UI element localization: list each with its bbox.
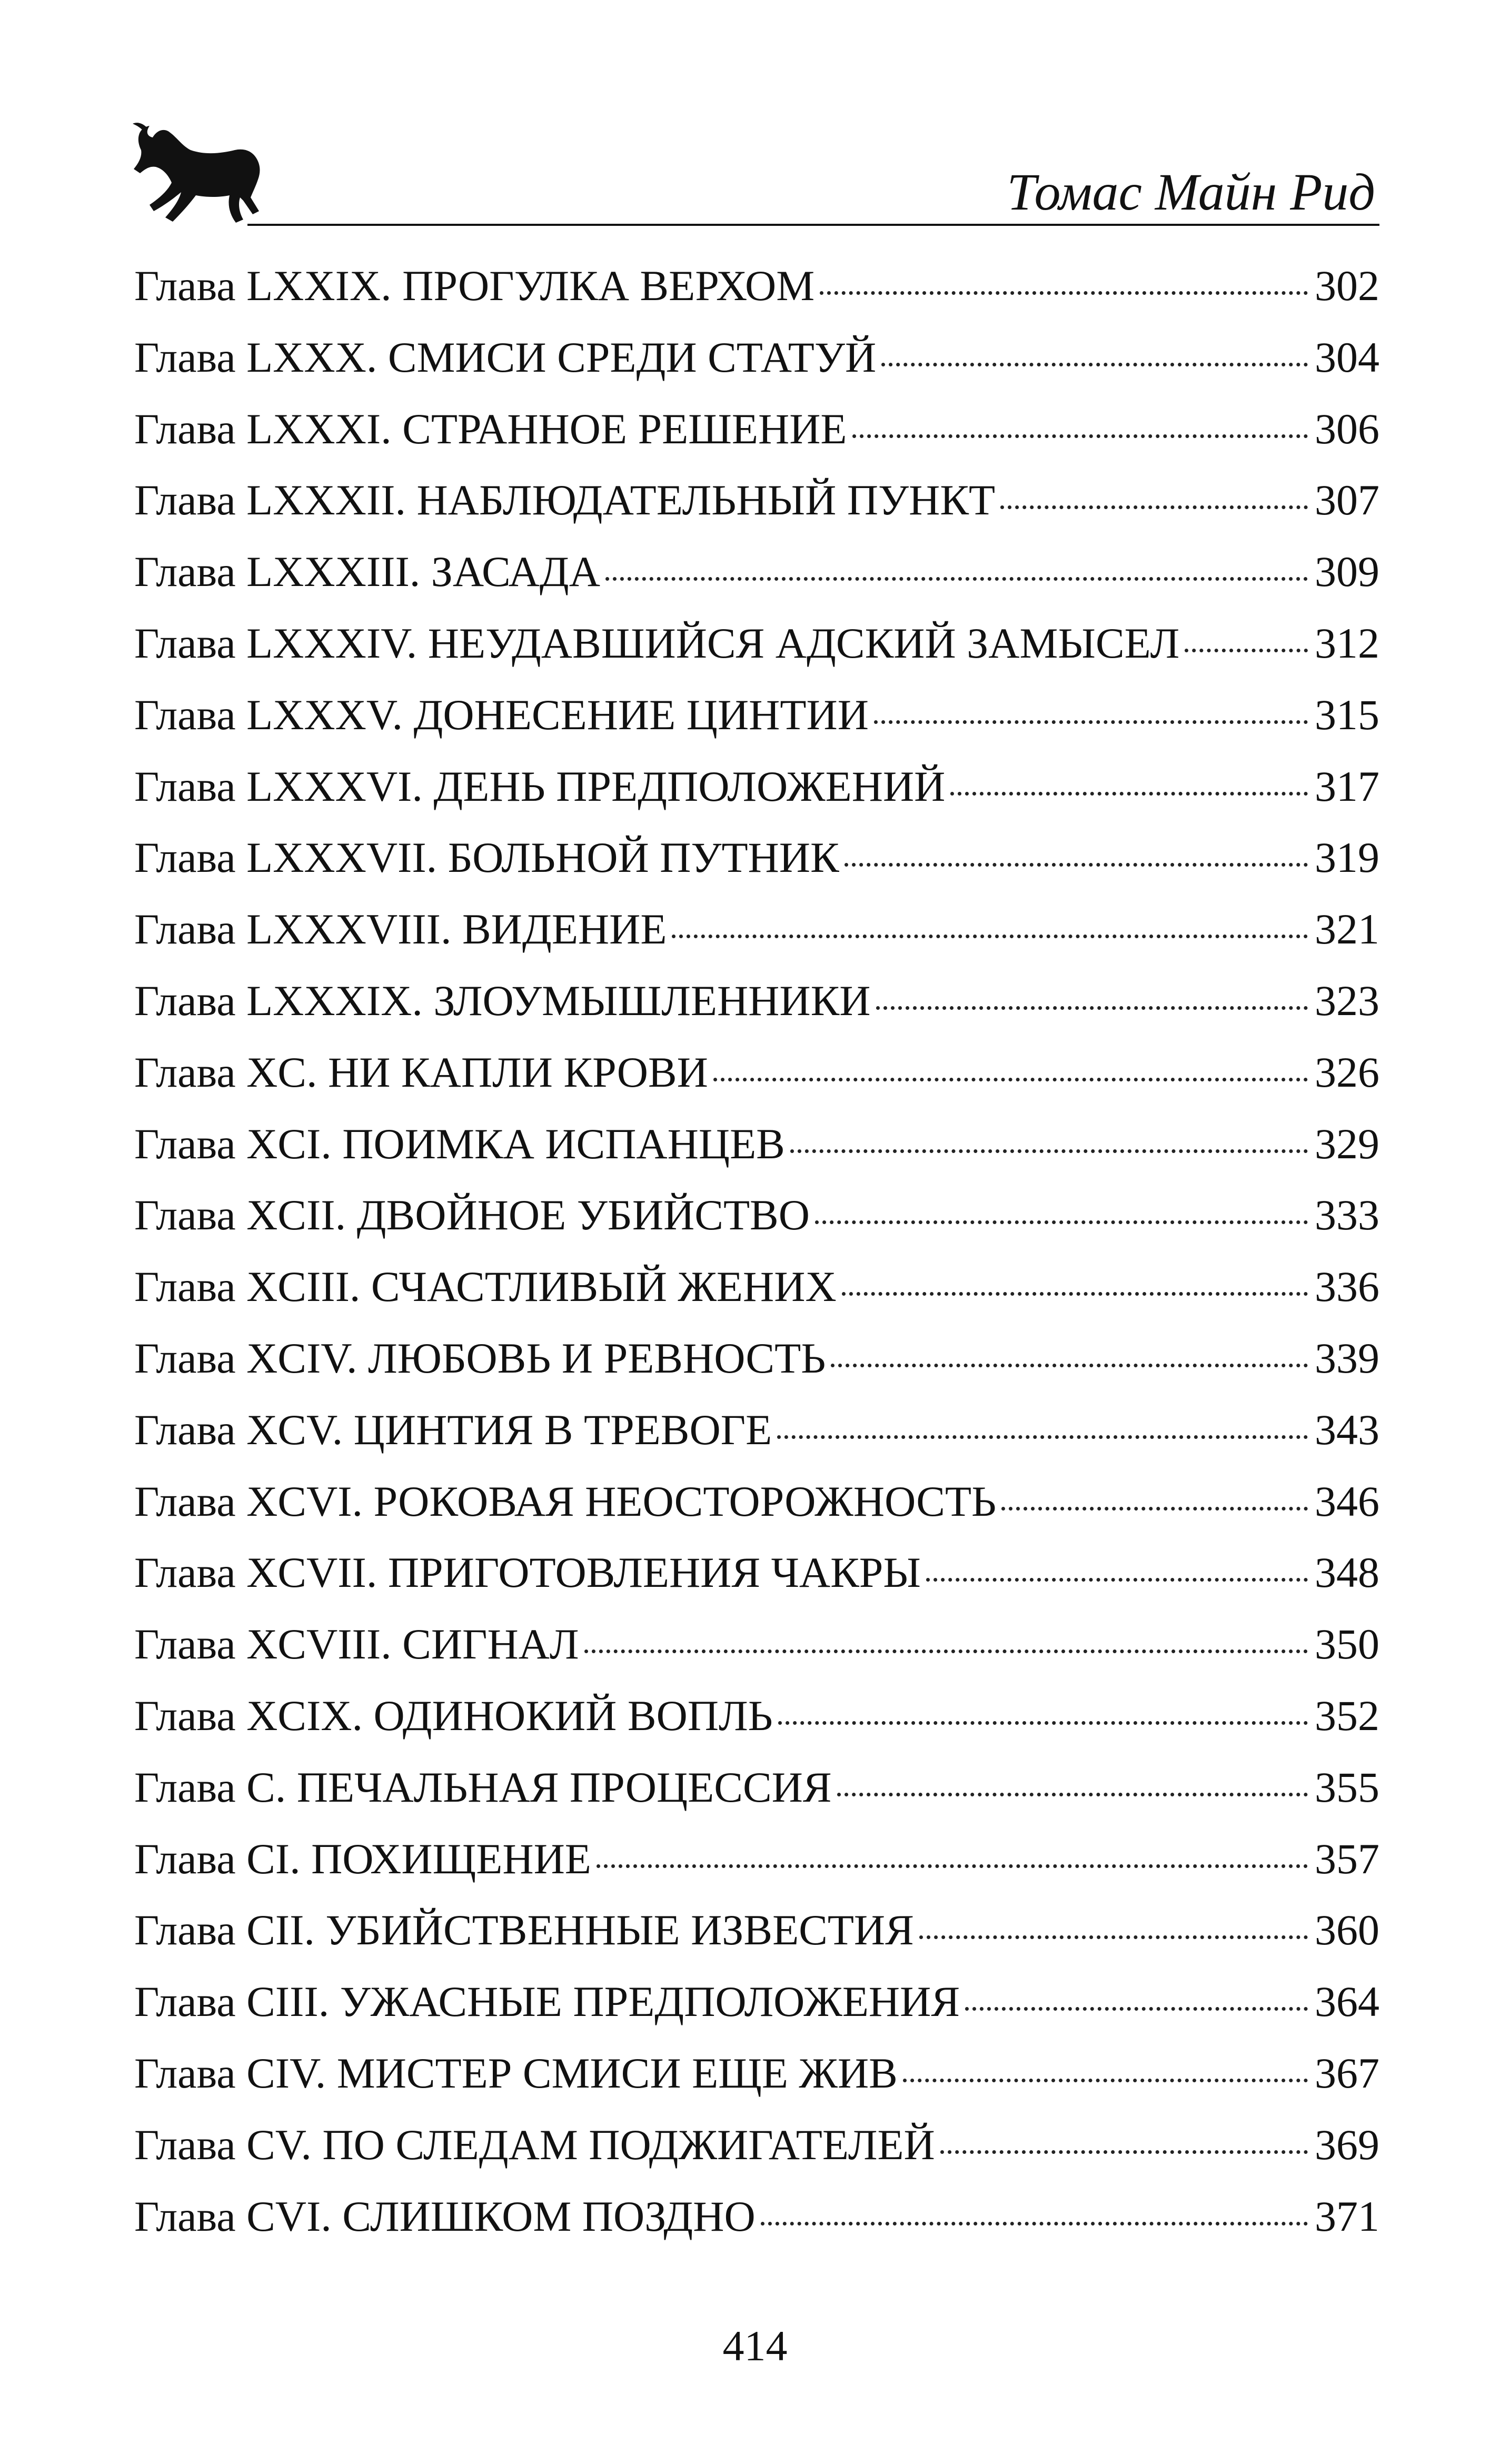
- toc-entry-page: 357: [1315, 1834, 1379, 1883]
- dot-leader: [874, 720, 1308, 724]
- toc-entry-page: 321: [1315, 905, 1379, 953]
- toc-entry: [134, 250, 1379, 322]
- toc-entry-title: Глава CI. ПОХИЩЕНИЕ: [134, 1834, 591, 1883]
- toc-entry-title: Глава LXXIX. ПРОГУЛКА ВЕРХОМ: [134, 262, 815, 310]
- toc-entry-title: Глава XCVI. РОКОВАЯ НЕОСТОРОЖНОСТЬ: [134, 1477, 997, 1525]
- toc-entry-page: 309: [1315, 548, 1379, 596]
- toc-entry-page: 364: [1315, 1978, 1379, 2026]
- toc-entry: [134, 965, 1379, 1037]
- toc-entry-title: Глава XCVII. ПРИГОТОВЛЕНИЯ ЧАКРЫ: [134, 1548, 921, 1597]
- toc-entry: [134, 1537, 1379, 1608]
- toc-entry-title: Глава LXXXI. СТРАННОЕ РЕШЕНИЕ: [134, 404, 847, 453]
- toc-entry-title: Глава CIII. УЖАСНЫЕ ПРЕДПОЛОЖЕНИЯ: [134, 1978, 960, 2026]
- toc-entry: [134, 2181, 1379, 2252]
- toc-entry-title: Глава CVI. СЛИШКОМ ПОЗДНО: [134, 2192, 756, 2240]
- toc-entry-title: Глава CII. УБИЙСТВЕННЫЕ ИЗВЕСТИЯ: [134, 1906, 914, 1954]
- toc-entry: [134, 1608, 1379, 1680]
- toc-entry-title: Глава LXXXVI. ДЕНЬ ПРЕДПОЛОЖЕНИЙ: [134, 762, 946, 810]
- toc-entry-page: 323: [1315, 976, 1379, 1025]
- toc-entry: [134, 464, 1379, 536]
- toc-entry-title: Глава XCIV. ЛЮБОВЬ И РЕВНОСТЬ: [134, 1334, 826, 1382]
- dot-leader: [965, 2007, 1308, 2011]
- running-header: [126, 118, 1379, 232]
- dot-leader: [837, 1793, 1308, 1796]
- toc-entry-page: 348: [1315, 1548, 1379, 1597]
- dot-leader: [815, 1220, 1308, 1224]
- toc-entry-page: 346: [1315, 1477, 1379, 1525]
- toc-entry-page: 304: [1315, 333, 1379, 381]
- toc-entry: [134, 2109, 1379, 2181]
- toc-entry: [134, 893, 1379, 965]
- dot-leader: [672, 935, 1308, 938]
- dot-leader: [852, 434, 1308, 438]
- toc-entry: [134, 322, 1379, 393]
- toc-entry-title: Глава LXXXII. НАБЛЮДАТЕЛЬНЫЙ ПУНКТ: [134, 476, 996, 524]
- toc-entry-title: Глава XCVIII. СИГНАЛ: [134, 1620, 579, 1668]
- toc-entry: [134, 1394, 1379, 1466]
- toc-entry: [134, 679, 1379, 751]
- header-rule: [247, 224, 1379, 226]
- dot-leader: [881, 363, 1308, 366]
- toc-entry-page: 315: [1315, 690, 1379, 739]
- toc-entry-page: 339: [1315, 1334, 1379, 1382]
- dot-leader: [842, 1292, 1308, 1296]
- toc-entry-title: Глава CV. ПО СЛЕДАМ ПОДЖИГАТЕЛЕЙ: [134, 2120, 935, 2169]
- toc-entry: [134, 822, 1379, 893]
- toc-entry: [134, 1894, 1379, 1966]
- dot-leader: [584, 1650, 1308, 1653]
- dot-leader: [831, 1364, 1308, 1367]
- dot-leader: [845, 863, 1308, 867]
- toc-entry-page: 336: [1315, 1263, 1379, 1311]
- toc-entry: [134, 1823, 1379, 1895]
- dot-leader: [903, 2079, 1308, 2082]
- toc-entry-page: 367: [1315, 2049, 1379, 2097]
- toc-entry-title: Глава CIV. МИСТЕР СМИСИ ЕЩЕ ЖИВ: [134, 2049, 898, 2097]
- toc-entry: [134, 1752, 1379, 1823]
- toc-entry-page: 333: [1315, 1191, 1379, 1239]
- toc-entry-page: 317: [1315, 762, 1379, 810]
- toc-entry-page: 355: [1315, 1763, 1379, 1811]
- toc-entry-title: Глава LXXXIV. НЕУДАВШИЙСЯ АДСКИЙ ЗАМЫСЕЛ: [134, 619, 1180, 667]
- toc-entry-title: Глава XCV. ЦИНТИЯ В ТРЕВОГЕ: [134, 1405, 772, 1454]
- dot-leader: [820, 291, 1308, 295]
- dot-leader: [950, 792, 1308, 796]
- toc-entry-page: 360: [1315, 1906, 1379, 1954]
- toc-entry-page: 307: [1315, 476, 1379, 524]
- toc-entry: [134, 1466, 1379, 1537]
- toc-entry: [134, 1680, 1379, 1752]
- dot-leader: [926, 1578, 1308, 1582]
- toc-entry-page: 369: [1315, 2120, 1379, 2169]
- toc-entry-page: 352: [1315, 1691, 1379, 1740]
- toc-entry-title: Глава LXXXIX. ЗЛОУМЫШЛЕННИКИ: [134, 976, 871, 1025]
- toc-entry: [134, 2038, 1379, 2109]
- toc-entry-page: 302: [1315, 262, 1379, 310]
- toc-entry: [134, 1037, 1379, 1108]
- dot-leader: [919, 1935, 1308, 1939]
- dot-leader: [876, 1006, 1308, 1010]
- toc-entry-title: Глава LXXXIII. ЗАСАДА: [134, 548, 600, 596]
- toc-entry: [134, 1966, 1379, 2038]
- dot-leader: [777, 1435, 1308, 1439]
- toc-entry: [134, 393, 1379, 465]
- toc-entry: [134, 751, 1379, 822]
- toc-entry-page: 312: [1315, 619, 1379, 667]
- table-of-contents: [134, 250, 1379, 2252]
- toc-entry: [134, 1323, 1379, 1394]
- toc-entry-title: Глава XCIII. СЧАСТЛИВЫЙ ЖЕНИХ: [134, 1263, 837, 1311]
- toc-entry-page: 326: [1315, 1048, 1379, 1096]
- toc-entry-page: 306: [1315, 404, 1379, 453]
- dot-leader: [1000, 505, 1308, 509]
- dot-leader: [761, 2222, 1308, 2225]
- toc-entry-title: Глава C. ПЕЧАЛЬНАЯ ПРОЦЕССИЯ: [134, 1763, 832, 1811]
- toc-entry-page: 350: [1315, 1620, 1379, 1668]
- dot-leader: [790, 1149, 1308, 1153]
- running-header-author: Томас Майн Рид: [1007, 163, 1375, 221]
- toc-entry: [134, 1108, 1379, 1180]
- toc-entry-title: Глава XCII. ДВОЙНОЕ УБИЙСТВО: [134, 1191, 810, 1239]
- dot-leader: [605, 577, 1308, 581]
- page-number: 414: [722, 2322, 788, 2370]
- toc-entry: [134, 1251, 1379, 1323]
- toc-entry-page: 329: [1315, 1119, 1379, 1168]
- toc-entry: [134, 1179, 1379, 1251]
- dot-leader: [778, 1721, 1308, 1725]
- toc-entry: [134, 608, 1379, 679]
- dot-leader: [1185, 649, 1308, 652]
- toc-entry-page: 319: [1315, 833, 1379, 882]
- dot-leader: [713, 1078, 1308, 1081]
- toc-entry-title: Глава LXXXVIII. ВИДЕНИЕ: [134, 905, 667, 953]
- toc-entry-title: Глава LXXXV. ДОНЕСЕНИЕ ЦИНТИИ: [134, 690, 869, 739]
- horse-icon: [126, 118, 263, 229]
- dot-leader: [1001, 1507, 1308, 1511]
- toc-entry-page: 343: [1315, 1405, 1379, 1454]
- toc-entry-title: Глава XC. НИ КАПЛИ КРОВИ: [134, 1048, 708, 1096]
- dot-leader: [940, 2150, 1308, 2154]
- toc-entry-title: Глава LXXX. СМИСИ СРЕДИ СТАТУЙ: [134, 333, 877, 381]
- toc-entry-page: 371: [1315, 2192, 1379, 2240]
- dot-leader: [597, 1864, 1308, 1868]
- toc-entry: [134, 536, 1379, 608]
- toc-entry-title: Глава XCI. ПОИМКА ИСПАНЦЕВ: [134, 1119, 785, 1168]
- toc-entry-title: Глава LXXXVII. БОЛЬНОЙ ПУТНИК: [134, 833, 839, 882]
- toc-entry-title: Глава XCIX. ОДИНОКИЙ ВОПЛЬ: [134, 1691, 773, 1740]
